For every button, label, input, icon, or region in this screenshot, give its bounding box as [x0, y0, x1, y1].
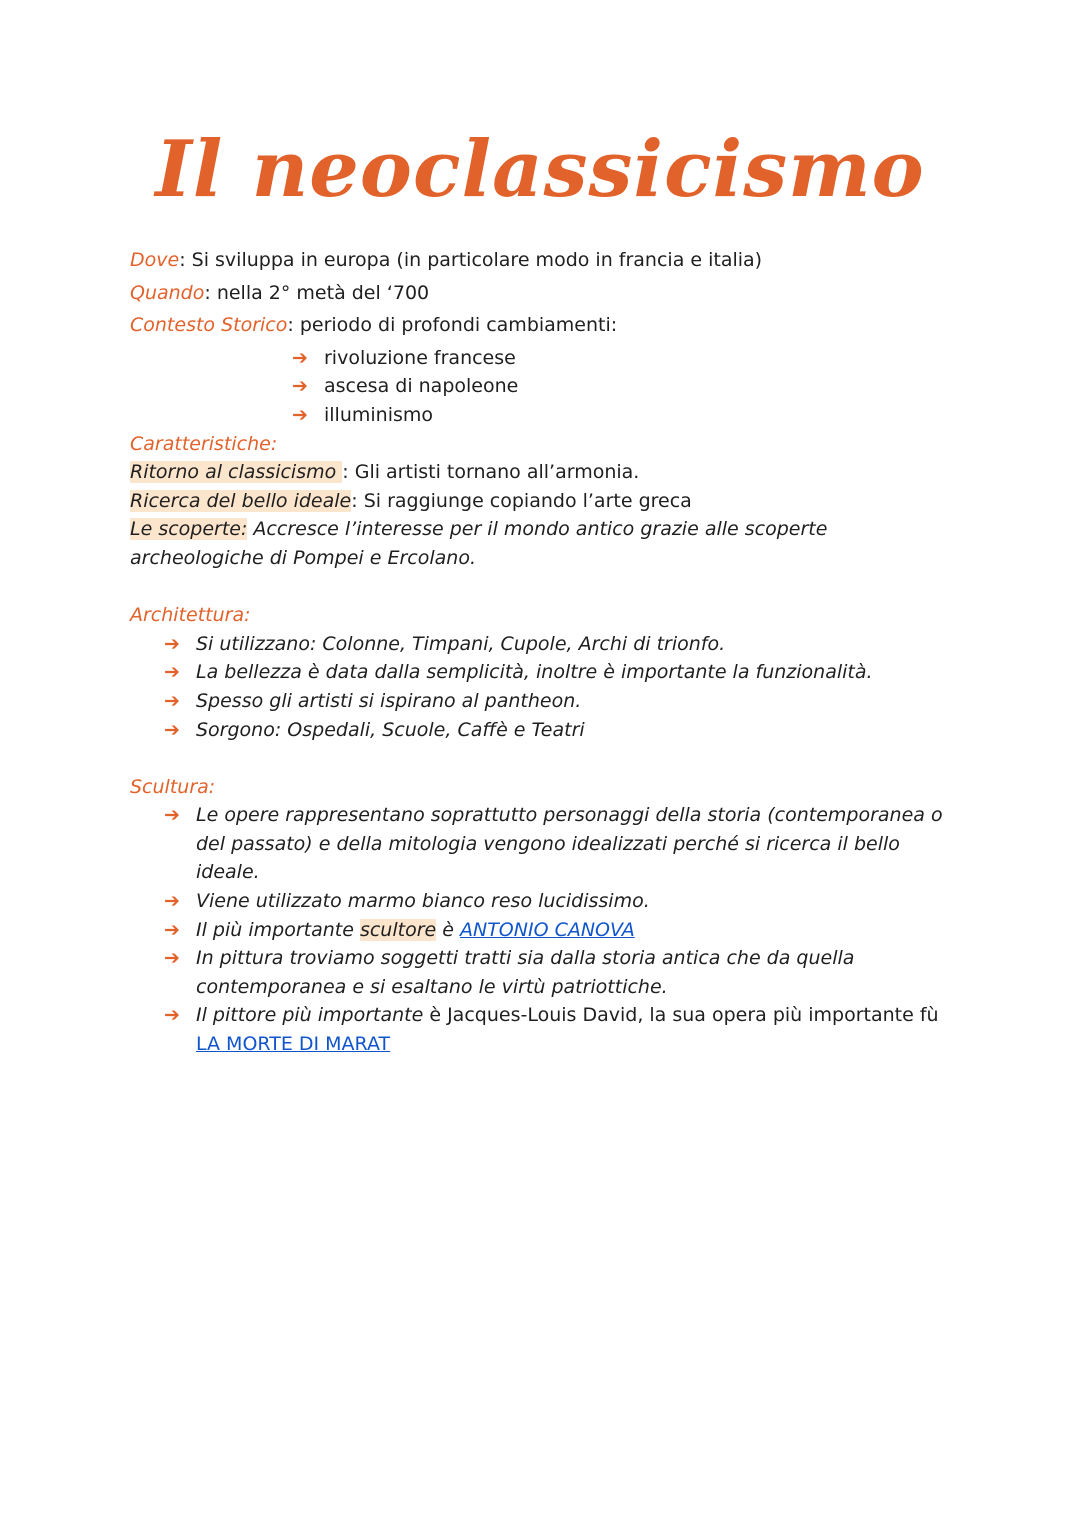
contesto-label: Contesto Storico [130, 314, 288, 337]
ricerca-line [130, 487, 960, 516]
list-item [164, 1001, 960, 1058]
quando-text: nella 2° metà del ‘700 [210, 281, 430, 304]
list-item [164, 801, 960, 887]
list-item-text: rivoluzione francese [324, 346, 516, 369]
list-item [164, 716, 960, 745]
list-item [164, 658, 960, 687]
list-item [292, 372, 960, 401]
ricerca-text: : Si raggiunge copiando l’arte greca [351, 489, 692, 512]
list-item [164, 687, 960, 716]
scultura-label: Scultura: [130, 775, 216, 798]
list-item-text: Spesso gli artisti si ispirano al pantheon. [196, 689, 582, 712]
list-item [292, 344, 960, 373]
list-item [164, 630, 960, 659]
caratteristiche-label: Caratteristiche: [130, 432, 278, 455]
dove-line [130, 246, 960, 275]
arrow-icon: ➔ [292, 375, 308, 398]
quando-label: Quando [130, 281, 205, 304]
dove-colon: : [179, 249, 186, 271]
list-item-text: ascesa di napoleone [324, 375, 519, 398]
quando-colon: : [204, 281, 211, 304]
list-item-text: Il più importante [196, 918, 360, 941]
contesto-line [130, 311, 960, 340]
arrow-icon: ➔ [164, 918, 180, 941]
page-title: Il neoclassicismo [155, 124, 925, 215]
list-item [164, 916, 960, 945]
ritorno-line [130, 458, 960, 487]
contesto-text: periodo di profondi cambiamenti: [293, 314, 618, 337]
list-item [164, 944, 960, 1001]
arrow-icon: ➔ [292, 403, 308, 426]
list-item [164, 887, 960, 916]
list-item-text: Si utilizzano: Colonne, Timpani, Cupole, Archi di trionfo. [196, 632, 726, 655]
arrow-icon: ➔ [164, 804, 180, 827]
list-item-text: Le opere rappresentano soprattutto personaggi della storia (contemporanea o del passato) e della mitologia vengono idealizzati perché si ricerca il bello ideale. [196, 804, 943, 884]
arrow-icon: ➔ [164, 689, 180, 712]
scultore-highlight: scultore [359, 918, 437, 941]
arrow-icon: ➔ [292, 346, 308, 369]
arrow-icon: ➔ [164, 661, 180, 684]
contesto-list [292, 344, 960, 430]
list-item [292, 401, 960, 430]
arrow-icon: ➔ [164, 632, 180, 655]
list-item-text: La bellezza è data dalla semplicità, inoltre è importante la funzionalità. [196, 661, 873, 684]
document-body [130, 246, 960, 1059]
scultura-list [164, 801, 960, 1058]
list-item-text: illuminismo [324, 403, 434, 426]
ritorno-text: : Gli artisti tornano all’armonia. [342, 461, 640, 484]
list-item-text: In pittura troviamo soggetti tratti sia dalla storia antica che da quella contemporanea e si esaltano le virtù patriottiche. [196, 947, 855, 998]
contesto-colon: : [287, 314, 294, 337]
arrow-icon: ➔ [164, 718, 180, 741]
list-item-text: Il pittore più importante [196, 1004, 424, 1027]
dove-label: Dove [130, 249, 180, 271]
list-item-text: Viene utilizzato marmo bianco reso lucidissimo. [196, 890, 650, 913]
architettura-list [164, 630, 960, 744]
la-morte-di-marat-link[interactable]: LA MORTE DI MARAT [196, 1033, 391, 1056]
antonio-canova-link[interactable]: ANTONIO CANOVA [459, 918, 635, 941]
architettura-label: Architettura: [130, 604, 251, 627]
dove-text: Si sviluppa in europa (in particolare modo in francia e italia) [185, 249, 763, 271]
list-item-text: è Jacques-Louis David, la sua opera più importante fù [423, 1004, 939, 1027]
ritorno-term: Ritorno al classicismo [130, 461, 343, 484]
scoperte-term: Le scoperte: [130, 518, 248, 541]
ricerca-term: Ricerca del bello ideale [130, 489, 352, 512]
list-item-text: Sorgono: Ospedali, Scuole, Caffè e Teatri [196, 718, 585, 741]
scoperte-line [130, 515, 960, 572]
arrow-icon: ➔ [164, 1004, 180, 1027]
arrow-icon: ➔ [164, 890, 180, 913]
list-item-text: è [436, 918, 460, 941]
quando-line [130, 279, 960, 308]
arrow-icon: ➔ [164, 947, 180, 970]
scoperte-text: Accresce l’interesse per il mondo antico grazie alle scoperte archeologiche di Pompei e Ercolano. [130, 518, 828, 569]
